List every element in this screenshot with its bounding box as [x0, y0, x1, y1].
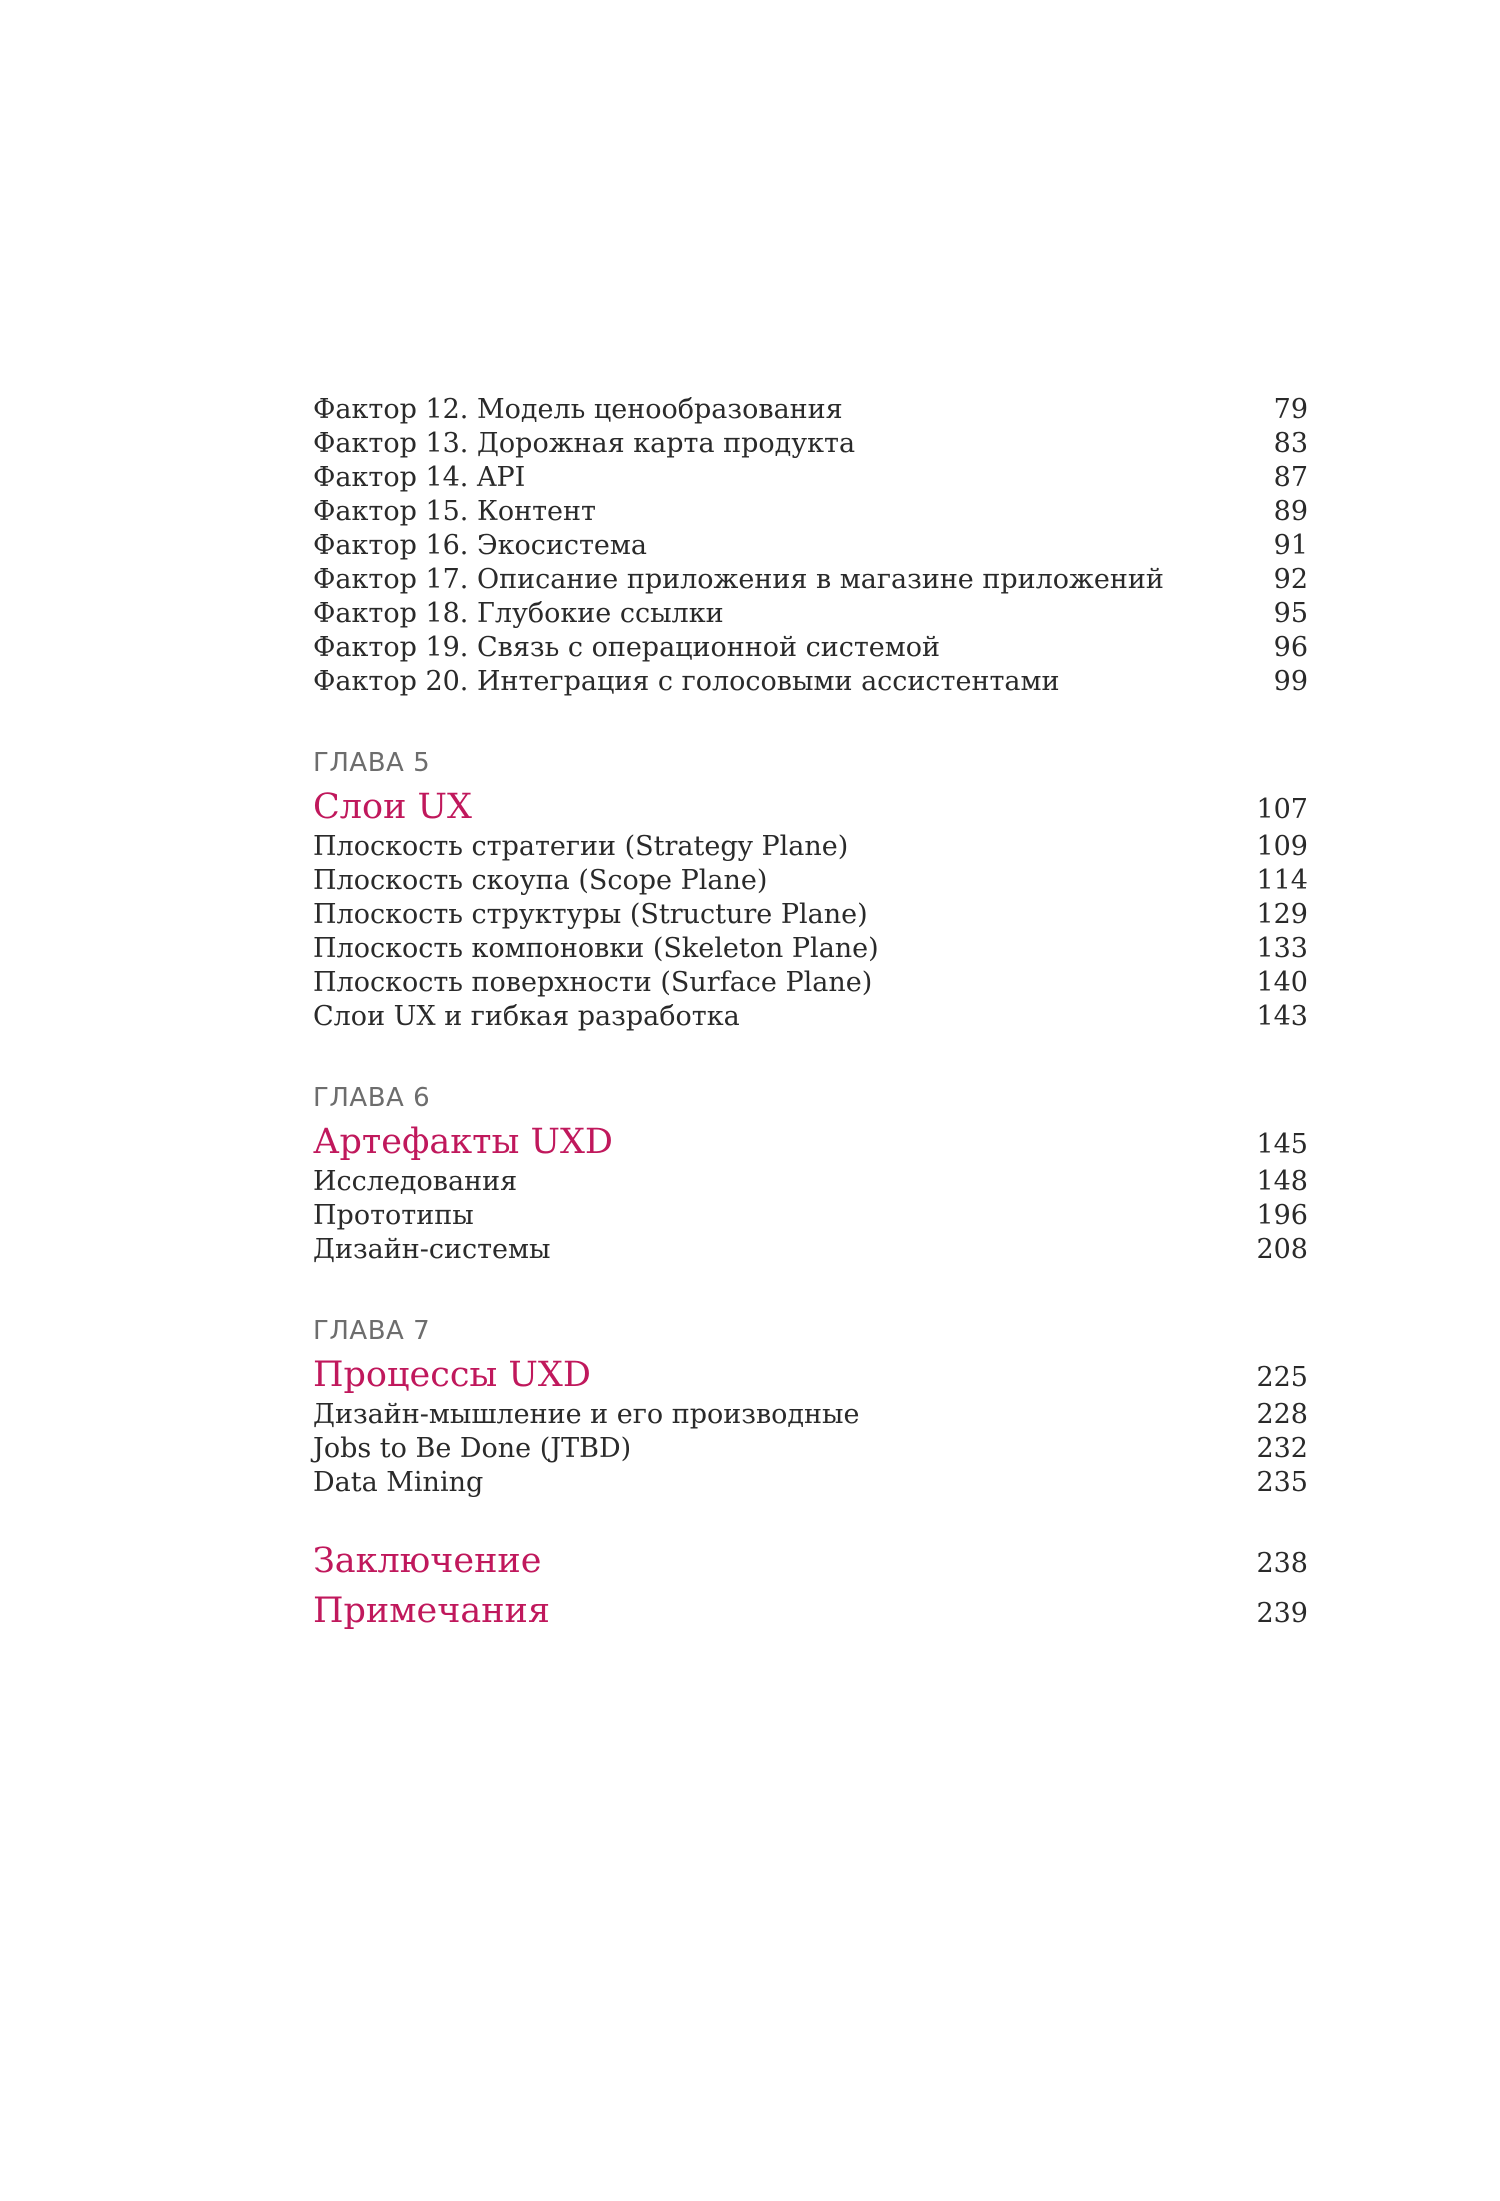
notes-page: 239 [1256, 1598, 1308, 1629]
chapter-title: Слои UX [313, 787, 472, 827]
back-matter-section [313, 1536, 1308, 1636]
toc-entry-page: 208 [1256, 1234, 1308, 1265]
toc-entry[interactable] [313, 461, 1308, 495]
chapter-5-section [313, 746, 1308, 1034]
toc-entry-title: Плоскость структуры (Structure Plane) [313, 899, 868, 930]
toc-entry[interactable] [313, 830, 1308, 864]
toc-entry[interactable] [313, 932, 1308, 966]
toc-entry-title: Фактор 17. Описание приложения в магазине приложений [313, 564, 1164, 595]
toc-entry[interactable] [313, 966, 1308, 1000]
toc-entry-title: Фактор 20. Интеграция с голосовыми ассистентами [313, 666, 1060, 697]
toc-entry-page: 96 [1273, 632, 1308, 663]
toc-entry-title: Плоскость компоновки (Skeleton Plane) [313, 933, 879, 964]
toc-entry[interactable] [313, 495, 1308, 529]
toc-entry-page: 89 [1273, 496, 1308, 527]
toc-entry-title: Плоскость скоупа (Scope Plane) [313, 865, 768, 896]
toc-entry-title: Дизайн-мышление и его производные [313, 1399, 860, 1430]
toc-entry[interactable] [313, 597, 1308, 631]
toc-entry-title: Фактор 16. Экосистема [313, 530, 648, 561]
toc-entry-title: Фактор 12. Модель ценообразования [313, 394, 843, 425]
chapter-page: 145 [1256, 1129, 1308, 1160]
toc-entry[interactable] [313, 898, 1308, 932]
toc-entry-page: 235 [1256, 1467, 1308, 1498]
chapter-title: Артефакты UXD [313, 1122, 613, 1162]
toc-entry-title: Фактор 18. Глубокие ссылки [313, 598, 724, 629]
chapter-label: ГЛАВА 5 [313, 748, 431, 778]
toc-entry-page: 83 [1273, 428, 1308, 459]
toc-entry-title: Фактор 19. Связь с операционной системой [313, 632, 941, 663]
toc-entry-page: 228 [1256, 1399, 1308, 1430]
toc-entry-page: 91 [1273, 530, 1308, 561]
chapter-7-section [313, 1314, 1308, 1500]
toc-entry[interactable] [313, 665, 1308, 699]
toc-entry-title: Фактор 15. Контент [313, 496, 596, 527]
toc-entry-title: Дизайн-системы [313, 1234, 551, 1265]
toc-entry[interactable] [313, 1466, 1308, 1500]
toc-entry-title: Jobs to Be Done (JTBD) [313, 1433, 632, 1464]
toc-entry[interactable] [313, 631, 1308, 665]
toc-entry-page: 109 [1256, 831, 1308, 862]
chapter-title-entry[interactable] [313, 1119, 1308, 1165]
chapter-label: ГЛАВА 7 [313, 1316, 431, 1346]
toc-entry[interactable] [313, 529, 1308, 563]
chapter-label: ГЛАВА 6 [313, 1083, 431, 1113]
chapter-page: 225 [1256, 1362, 1308, 1393]
toc-entry-page: 129 [1256, 899, 1308, 930]
toc-entry[interactable] [313, 393, 1308, 427]
toc-entry[interactable] [313, 864, 1308, 898]
conclusion-page: 238 [1256, 1548, 1308, 1579]
toc-entry[interactable] [313, 1398, 1308, 1432]
toc-entry[interactable] [313, 1432, 1308, 1466]
toc-entry-title: Фактор 13. Дорожная карта продукта [313, 428, 856, 459]
chapter-page: 107 [1256, 794, 1308, 825]
toc-entry-page: 196 [1256, 1200, 1308, 1231]
chapter-title-entry[interactable] [313, 1352, 1308, 1398]
chapter-title: Процессы UXD [313, 1355, 591, 1395]
toc-entry-title: Слои UX и гибкая разработка [313, 1001, 740, 1032]
toc-entry[interactable] [313, 1199, 1308, 1233]
toc-entry-page: 79 [1273, 394, 1308, 425]
toc-entry-page: 99 [1273, 666, 1308, 697]
toc-entry[interactable] [313, 1233, 1308, 1267]
toc-entry-page: 148 [1256, 1166, 1308, 1197]
toc-entry-page: 95 [1273, 598, 1308, 629]
toc-entry-page: 87 [1273, 462, 1308, 493]
chapter-6-section [313, 1081, 1308, 1267]
toc-entry-page: 92 [1273, 564, 1308, 595]
toc-entry-page: 133 [1256, 933, 1308, 964]
notes-entry[interactable] [313, 1586, 1308, 1636]
toc-entry-page: 232 [1256, 1433, 1308, 1464]
toc-entry[interactable] [313, 1000, 1308, 1034]
toc-entry-title: Плоскость поверхности (Surface Plane) [313, 967, 873, 998]
conclusion-entry[interactable] [313, 1536, 1308, 1586]
table-of-contents [313, 393, 1308, 1636]
toc-entry-title: Прототипы [313, 1200, 474, 1231]
toc-entry-page: 140 [1256, 967, 1308, 998]
toc-entry-title: Фактор 14. API [313, 462, 526, 493]
factors-list [313, 393, 1308, 699]
toc-entry[interactable] [313, 563, 1308, 597]
toc-entry[interactable] [313, 427, 1308, 461]
conclusion-title: Заключение [313, 1541, 542, 1581]
toc-entry-title: Плоскость стратегии (Strategy Plane) [313, 831, 849, 862]
toc-entry-page: 143 [1256, 1001, 1308, 1032]
toc-entry-page: 114 [1256, 865, 1308, 896]
toc-entry[interactable] [313, 1165, 1308, 1199]
toc-entry-title: Исследования [313, 1166, 518, 1197]
toc-entry-title: Data Mining [313, 1467, 484, 1498]
notes-title: Примечания [313, 1591, 550, 1631]
chapter-title-entry[interactable] [313, 784, 1308, 830]
